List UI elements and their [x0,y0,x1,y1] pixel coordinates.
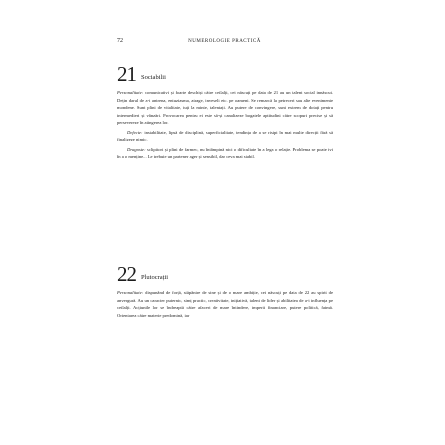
page-header [117,38,332,48]
section-number: 22 [117,262,136,286]
paragraph-lead: Defecte: [127,129,143,135]
page-number: 72 [117,38,123,44]
paragraph-lead: Dragoste: [127,146,146,152]
paragraph-personality [117,89,333,127]
section-title: Plutocrații [141,274,169,281]
section-22 [117,262,333,321]
paragraph-text: dispunând de forță, stăpânire de sine și de o mare ambiție, cei născuți pe data de 22 au spirit de anvergură. Au un caracter puternic, simț practic, creativitate, inițiativă, talent de lider și abilitatea de a-i influența pe ceilalți. Acțiunile lor se îndreaptă către afaceri de mare întindere, imperii financiare, putere politică, faimă. Orientarea către materie predomină, iar [117,290,333,318]
paragraph-lead: Personalitate: [117,90,144,95]
paragraph-personality [117,289,333,319]
paragraph-text: comunicativi și foarte deschiși către ceilalți, cei născuți pe data de 21 au un talent social innăscut. Dețin darul de a-i antrena, entuziasma, atrage, inveseli etc. pe oameni. Se remarcă la petreceri sau alte evenimente mondene. Sunt plini de vitalitate, iuți la minte, talentați. Au putere de convingere, sunt extrem de dotați pentru intermedieri și vânzări. Provocarea pentru ei este să-și canalizeze bogatele aptitudini către scopuri precise și să persevereze în atingerea lor. [117,90,333,126]
section-body [117,289,333,319]
paragraph-love [117,146,333,161]
section-heading [117,62,333,84]
section-21 [117,62,333,163]
section-body [117,89,333,161]
section-heading [117,262,333,284]
paragraph-defects [117,129,333,144]
paragraph-text: instabilitate, lipsă de disciplină, superficialitate, tendința de a se risipi în mai multe direcții fără să finalizeze nimic. [117,129,333,143]
section-title: Sociabilii [141,74,166,81]
paragraph-lead: Personalitate: [117,290,144,295]
running-title: NUMEROLOGIE PRACTICĂ [188,39,261,44]
section-number: 21 [117,62,136,86]
paragraph-text: sclipitori și plini de farmec, nu întâmpină nici o dificultate în a lega o relație. Problema se poate ivi în a o menține... Le trebuie un partener ager și sensibil, dar ceva mai stabil. [117,146,333,160]
